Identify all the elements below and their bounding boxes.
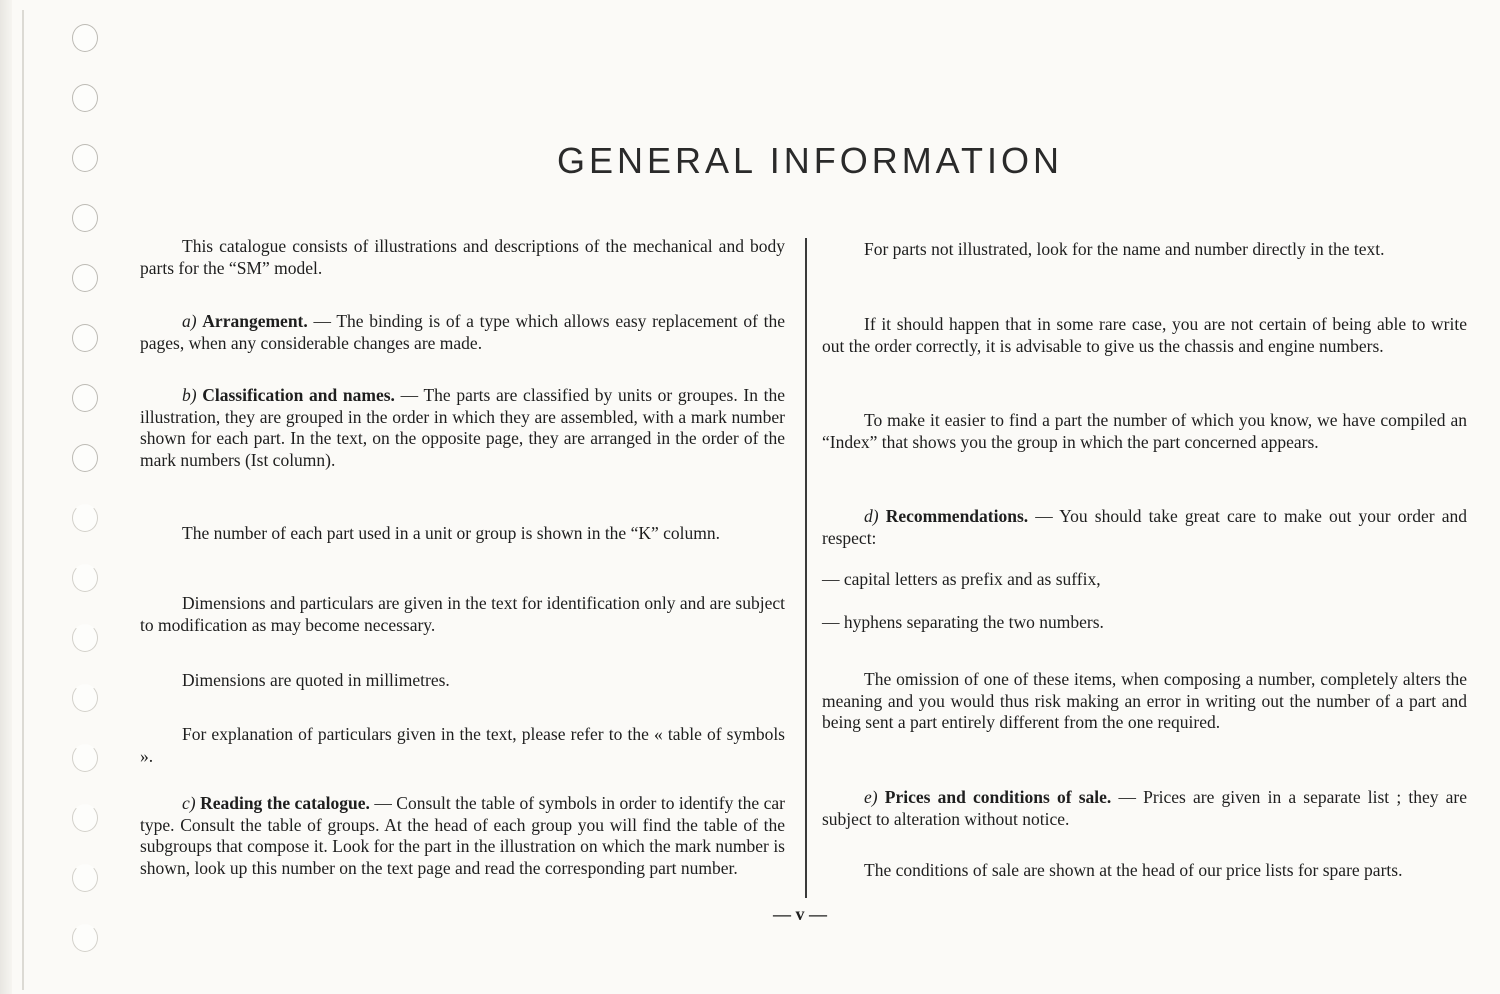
- binder-hole: [72, 564, 98, 592]
- binder-hole: [72, 24, 98, 52]
- binding-fold-line: [22, 10, 24, 990]
- recommendations-text: — You should take great care to make out your order and respect:: [822, 506, 1467, 548]
- index-paragraph: To make it easier to find a part the number of which you know, we have compiled an “Index” that shows you the group in which the part concerned appears.: [822, 410, 1467, 452]
- bullet-hyphens: — hyphens separating the two numbers.: [822, 612, 1104, 632]
- arrangement-text: — The binding is of a type which allows easy replacement of the pages, when any considerable changes are made.: [140, 311, 785, 353]
- binder-hole: [72, 324, 98, 352]
- recommendations-paragraph: [822, 506, 1467, 549]
- prices-heading: Prices and conditions of sale.: [884, 787, 1112, 807]
- page-number: — v —: [773, 904, 827, 924]
- binder-hole: [72, 144, 98, 172]
- reading-heading: Reading the catalogue.: [200, 793, 370, 813]
- binder-hole: [72, 744, 98, 772]
- classification-text: — The parts are classified by units or groupes. In the illustration, they are grouped in the order in which they are assembled, with a mark number shown for each part. In the text, on the opposite page, they are arranged in the order of the mark numbers (Ist column).: [140, 385, 785, 470]
- classification-label: b): [182, 385, 197, 405]
- prices-text: — Prices are given in a separate list ; they are subject to alteration without notice.: [822, 787, 1468, 829]
- binder-hole: [72, 384, 98, 412]
- omission-paragraph: The omission of one of these items, when composing a number, completely alters the meaning and you would thus risk making an error in writing out the number of a part and being sent a part entirely different from the one required.: [822, 669, 1467, 732]
- explanation-paragraph: For explanation of particulars given in the text, please refer to the « table of symbols ».: [140, 724, 785, 766]
- binder-hole: [72, 924, 98, 952]
- page-title: GENERAL INFORMATION: [556, 140, 1064, 181]
- bullet-capital-letters: — capital letters as prefix and as suffix,: [822, 569, 1101, 589]
- binder-hole: [72, 684, 98, 712]
- conditions-paragraph: The conditions of sale are shown at the head of our price lists for spare parts.: [864, 860, 1403, 880]
- classification-heading: Classification and names.: [202, 385, 395, 405]
- binder-hole: [72, 864, 98, 892]
- number-paragraph: The number of each part used in a unit or group is shown in the “K” column.: [182, 523, 720, 543]
- not-illustrated-paragraph: For parts not illustrated, look for the name and number directly in the text.: [864, 239, 1385, 259]
- reading-label: c): [182, 793, 196, 813]
- arrangement-heading: Arrangement.: [202, 311, 308, 331]
- intro-paragraph: This catalogue consists of illustrations and descriptions of the mechanical and body parts for the “SM” model.: [140, 236, 785, 278]
- reading-text: — Consult the table of symbols in order to identify the car type. Consult the table of groups. At the head of each group you will find the table of the subgroups that compose it. Look for the part in the illustration on which the mark number is shown, look up this number on the text page and read the corresponding part number.: [140, 793, 785, 878]
- binder-hole: [72, 84, 98, 112]
- reading-paragraph: [140, 793, 785, 879]
- column-divider: [805, 238, 807, 898]
- arrangement-paragraph: [140, 311, 785, 354]
- prices-paragraph: [822, 787, 1467, 830]
- recommendations-heading: Recommendations.: [885, 506, 1029, 526]
- binder-hole: [72, 204, 98, 232]
- binder-hole: [72, 444, 98, 472]
- classification-paragraph: [140, 385, 785, 471]
- arrangement-label: a): [182, 311, 197, 331]
- binder-hole: [72, 504, 98, 532]
- millimetres-paragraph: Dimensions are quoted in millimetres.: [182, 670, 450, 690]
- binder-hole: [72, 624, 98, 652]
- prices-label: e): [864, 787, 878, 807]
- binder-hole: [72, 804, 98, 832]
- recommendations-label: d): [864, 506, 879, 526]
- page-binding-edge: [0, 0, 12, 994]
- dimensions-paragraph: Dimensions and particulars are given in the text for identification only and are subject to modification as may become necessary.: [140, 593, 785, 635]
- rare-case-paragraph: If it should happen that in some rare case, you are not certain of being able to write out the order correctly, it is advisable to give us the chassis and engine numbers.: [822, 314, 1467, 356]
- binder-hole: [72, 264, 98, 292]
